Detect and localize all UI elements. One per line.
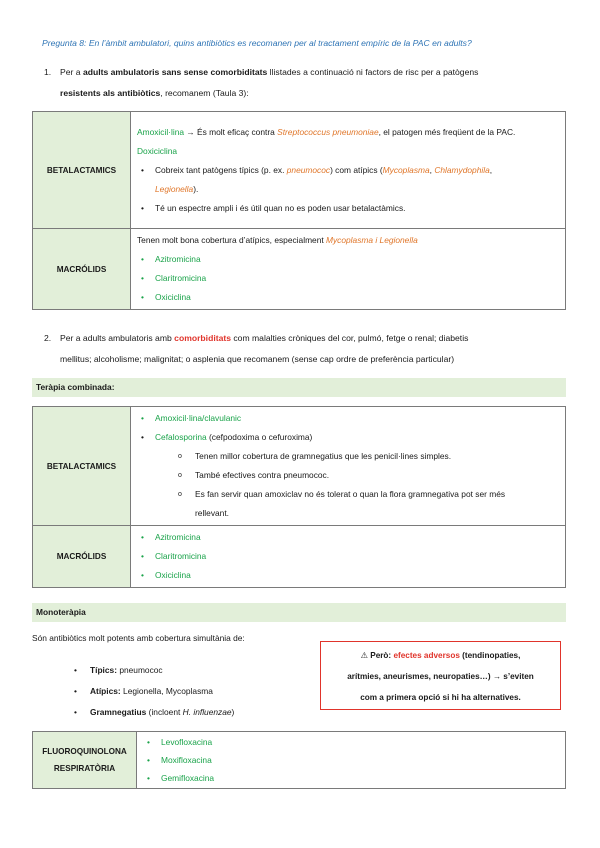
combined-betalactamics-content (131, 407, 566, 526)
s2-text-3: mellitus; alcoholisme; malignitat; o asplenia que recomanem (sense cap ordre de preferència particular) (60, 354, 455, 364)
s1-text: Per a (60, 67, 83, 77)
ceph-detail: (cefpodoxima o cefuroxima) (206, 432, 313, 442)
coverage-list (70, 660, 234, 723)
macrolids-content (131, 229, 566, 310)
b1-text: Cobreix tant patògens típics (p. ex. (155, 164, 287, 175)
b1-text-2: ) com atípics ( (330, 164, 383, 175)
monotherapy-heading: Monoteràpia (32, 603, 566, 622)
sub-list-item: o També efectives contra pneumococ. (137, 466, 559, 485)
warning-adverse: efectes adversos (393, 651, 460, 660)
warning-icon: ⚠ (360, 651, 368, 660)
combined-macrolids-content (131, 526, 566, 588)
question-title: Pregunta 8: En l’àmbit ambulatori, quins antibiòtics es recomanen per al tractament empíric de la PAC en adults? (42, 38, 472, 48)
monotherapy-intro: Són antibiòtics molt potents amb cobertura simultània de: (32, 633, 245, 643)
betalactamics-label: BETALACTAMICS (33, 112, 131, 229)
warning-line-3: com a primera opció si hi ha alternatives. (360, 693, 521, 702)
doxycycline-label: Doxiciclina (137, 145, 178, 156)
section-2-paragraph (44, 328, 566, 370)
atipics-label: Atípics: (90, 686, 121, 696)
b1-chlamy: Chlamydophila (434, 164, 490, 175)
warning-pero: Però: (367, 651, 394, 660)
s2-comorb: comorbiditats (174, 333, 231, 343)
fq-label-2: RESPIRATÒRIA (53, 764, 116, 773)
fq-label-1: FLUOROQUINOLONA (42, 747, 127, 756)
macro-intro-orange: Mycoplasma i Legionella (326, 235, 418, 245)
s1-text-2: llistades a continuació ni factors de risc per a patògens (267, 67, 479, 77)
amoxicillin-label: Amoxicil·lina (137, 126, 185, 137)
table-outpatient-healthy (32, 111, 566, 310)
list-item: • Claritromicina (137, 269, 559, 288)
gram-value: (incloent (146, 707, 183, 717)
betalactamics-content (131, 112, 566, 229)
amoxi-text-2: , el patogen més freqüent de la PAC. (378, 126, 516, 137)
s1-bold-2: resistents als antibiòtics (60, 88, 161, 98)
b1-sep: , (429, 164, 435, 175)
section-2-number: 2. (44, 333, 52, 343)
cephalosporin-label: Cefalosporina (155, 432, 207, 442)
atipics-value: Legionella, Mycoplasma (120, 686, 213, 696)
list-item: • Moxifloxacina (143, 751, 559, 769)
list-item: • Oxiciclina (137, 566, 559, 585)
gram-label: Gramnegatius (90, 707, 147, 717)
warning-rest: (tendinopaties, (459, 651, 521, 660)
strep-name: Streptococcus pneumoniae (277, 126, 379, 137)
b1-sep2: , (489, 164, 493, 175)
list-item (137, 161, 559, 180)
s1-bold: adults ambulatoris sans sense comorbiditats (82, 67, 268, 77)
s2-text: Per a adults ambulatoris amb (60, 333, 175, 343)
list-item: • Levofloxacina (143, 733, 559, 751)
list-item (70, 660, 234, 681)
s1-text-3: , recomanem (Taula 3): (160, 88, 249, 98)
fluoroquinolone-content (137, 732, 566, 789)
list-item: • Claritromicina (137, 547, 559, 566)
tipics-label: Típics: (90, 665, 117, 675)
section-1-paragraph (44, 62, 566, 104)
warning-line-2: arítmies, aneurismes, neuropaties…) → s’eviten (347, 672, 534, 681)
list-item: • Amoxicil·lina/clavulanic (137, 409, 559, 428)
list-item: • Oxiciclina (137, 288, 559, 307)
combined-therapy-heading: Teràpia combinada: (32, 378, 566, 397)
s2-text-2: com malalties cròniques del cor, pulmó, fetge o renal; diabetis (231, 333, 469, 343)
sub-list-item-cont: rellevant. (195, 508, 229, 518)
list-item: • Té un espectre ampli i és útil quan no es poden usar betalactàmics. (137, 199, 559, 218)
macrolids-label: MACRÓLIDS (33, 229, 131, 310)
adverse-effects-warning (320, 641, 561, 710)
list-item: • Azitromicina (137, 250, 559, 269)
b1-pneumo: pneumococ (286, 164, 331, 175)
b1-myco: Mycoplasma (382, 164, 430, 175)
amoxi-text: → És molt eficaç contra (184, 126, 278, 137)
list-item (70, 681, 234, 702)
gram-value-end: ) (231, 707, 235, 717)
tipics-value: pneumococ (117, 665, 163, 675)
section-1-number: 1. (44, 67, 52, 77)
list-item (70, 702, 234, 723)
fluoroquinolone-label (33, 732, 137, 789)
macro-intro: Tenen molt bona cobertura d’atípics, especialment (137, 235, 327, 245)
macrolids-label: MACRÓLIDS (33, 526, 131, 588)
list-item: • Gemifloxacina (143, 769, 559, 787)
sub-list-item: o Es fan servir quan amoxiclav no és tolerat o quan la flora gramnegativa pot ser més (137, 485, 559, 504)
table-combined-therapy (32, 406, 566, 588)
list-item: • Azitromicina (137, 528, 559, 547)
sub-list-item: o Tenen millor cobertura de gramnegatius que les penicil·lines simples. (137, 447, 559, 466)
betalactamics-label: BETALACTAMICS (33, 407, 131, 526)
b1-legio: Legionella (155, 183, 194, 194)
b1-end: ). (193, 183, 199, 194)
gram-value-italic: H. influenzae (182, 707, 232, 717)
table-fluoroquinolone (32, 731, 566, 789)
